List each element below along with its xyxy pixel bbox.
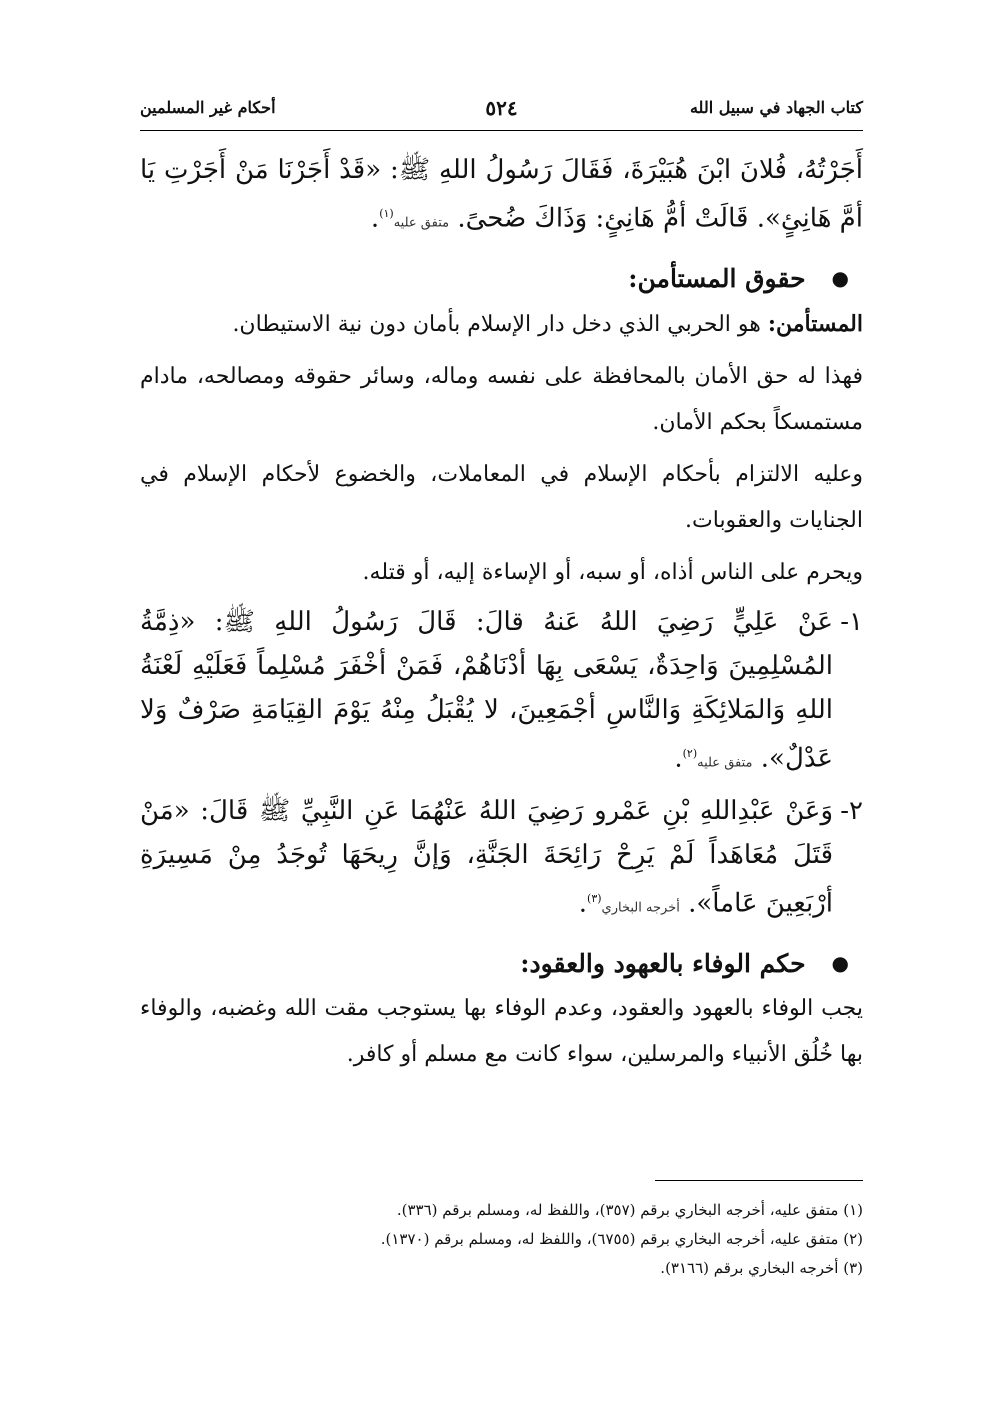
- book-title: كتاب الجهاد في سبيل الله: [689, 98, 863, 117]
- footnote-marker-1: (١): [379, 207, 394, 220]
- footnote-divider: [655, 1180, 863, 1181]
- hadith-2-number: ٢-: [840, 796, 863, 827]
- hadith-1-text: عَنْ عَلِيٍّ رَضِيَ اللهُ عَنهُ قالَ: قَالَ رَسُولُ اللهِ ﷺ: «ذِمَّةُ المُسْلِمِينَ وَاحِدَةٌ، يَسْعَى بِهَا أدْنَاهُمْ، فَمَنْ أخْفَرَ مُسْلِماً فَعَلَيْهِ لَعْنَةُ اللهِ وَالمَلائِكَةِ وَالنَّاسِ أجْمَعِينَ، لا يُقْبَلُ مِنْهُ يَوْمَ القِيَامَةِ صَرْفٌ وَلا عَدْلٌ».: [140, 606, 833, 774]
- section-heading-text: حقوق المستأمن:: [628, 263, 806, 293]
- hadith-1-number: ١-: [840, 606, 863, 637]
- paragraph-1: فهذا له حق الأمان بالمحافظة على نفسه وماله، وسائر حقوقه ومصالحه، مادام مستمسكاً بحكم الأمان.: [140, 363, 863, 435]
- section-heading-fulfilling-covenants: [140, 949, 863, 978]
- footnote-marker-3: (٣): [587, 892, 602, 906]
- definition-term: المستأمن:: [767, 310, 863, 337]
- paragraph-3: ويحرم على الناس أذاه، أو سبه، أو الإساءة إليه، أو قتله.: [362, 559, 863, 585]
- intro-quote: أَجَرْتُهُ، فُلانَ ابْنَ هُبَيْرَةَ، فَقَالَ رَسُولُ اللهِ ﷺ: «قَدْ أَجَرْنَا مَنْ أَجَرْتِ يَا أمَّ هَانِئٍ». قَالَتْ أمُّ هَانِئٍ: وَذَاكَ ضُحىً. متفق عليه$^{(١)}$.: [140, 155, 863, 234]
- main-text: [140, 148, 863, 1078]
- footnote-2: (٢) متفق عليه، أخرجه البخاري برقم (٦٧٥٥)، واللفظ له، ومسلم برقم (١٣٧٠).: [380, 1230, 863, 1248]
- footnotes: [140, 1196, 863, 1283]
- hadith-1-reference: متفق عليه: [697, 755, 753, 771]
- paragraph-4: يجب الوفاء بالعهود والعقود، وعدم الوفاء بها يستوجب مقت الله وغضبه، والوفاء بها خُلُق الأنبياء والمرسلين، سواء كانت مع مسلم أو كافر.: [140, 995, 863, 1067]
- footnote-1: (١) متفق عليه، أخرجه البخاري برقم (٣٥٧)، واللفظ له، ومسلم برقم (٣٣٦).: [396, 1201, 863, 1219]
- section-heading-mustamin-rights: [140, 264, 863, 293]
- hadith-2-text: وَعَنْ عَبْدِاللهِ بْنِ عَمْرو رَضِيَ اللهُ عَنْهُمَا عَنِ النَّبِيِّ ﷺ قَالَ: «مَنْ قَتَلَ مُعَاهَداً لَمْ يَرِحْ رَائِحَةَ الجَنَّةِ، وَإنَّ رِيحَهَا تُوجَدُ مِنْ مَسِيرَةِ أرْبَعِينَ عَاماً».: [140, 796, 833, 919]
- chapter-title: أحكام غير المسلمين: [140, 98, 276, 117]
- footnote-marker-2: (٢): [682, 746, 698, 760]
- hadith-2-body: وَعَنْ عَبْدِاللهِ بْنِ عَمْرو رَضِيَ اللهُ عَنْهُمَا عَنِ النَّبِيِّ ﷺ قَالَ: «مَنْ قَتَلَ مُعَاهَداً لَمْ يَرِحْ رَائِحَةَ الجَنَّةِ، وَإنَّ رِيحَهَا تُوجَدُ مِنْ مَسِيرَةِ أرْبَعِينَ عَاماً». أخرجه البخاري$^{(٣)}$.: [140, 796, 833, 919]
- intro-reference: متفق عليه: [393, 215, 450, 231]
- intro-quote-text: أَجَرْتُهُ، فُلانَ ابْنَ هُبَيْرَةَ، فَقَالَ رَسُولُ اللهِ ﷺ: «قَدْ أَجَرْنَا مَنْ أَجَرْتِ يَا أمَّ هَانِئٍ». قَالَتْ أمُّ هَانِئٍ: وَذَاكَ ضُحىً.: [140, 155, 863, 234]
- header-divider: [140, 130, 863, 131]
- definition-paragraph: [140, 301, 863, 348]
- footnote-3: (٣) أخرجه البخاري برقم (٣١٦٦).: [660, 1259, 863, 1277]
- hadith-2: [140, 789, 863, 931]
- hadith-2-reference: أخرجه البخاري: [601, 900, 680, 916]
- bullet-icon: ●: [831, 266, 849, 291]
- page-number: ٥٢٤: [485, 96, 518, 120]
- hadith-1-body: عَنْ عَلِيٍّ رَضِيَ اللهُ عَنهُ قالَ: قَالَ رَسُولُ اللهِ ﷺ: «ذِمَّةُ المُسْلِمِينَ وَاحِدَةٌ، يَسْعَى بِهَا أدْنَاهُمْ، فَمَنْ أخْفَرَ مُسْلِماً فَعَلَيْهِ لَعْنَةُ اللهِ وَالمَلائِكَةِ وَالنَّاسِ أجْمَعِينَ، لا يُقْبَلُ مِنْهُ يَوْمَ القِيَامَةِ صَرْفٌ وَلا عَدْلٌ». متفق عليه$^{(٢)}$.: [140, 606, 833, 774]
- definition-text: هو الحربي الذي دخل دار الإسلام بأمان دون نية الاستيطان.: [232, 311, 768, 337]
- hadith-1: [140, 600, 863, 786]
- section-heading-text: حكم الوفاء بالعهود والعقود:: [520, 948, 806, 978]
- paragraph-2: وعليه الالتزام بأحكام الإسلام في المعاملات، والخضوع لأحكام الإسلام في الجنايات والعقوبات.: [140, 461, 863, 533]
- page-header: [140, 98, 863, 124]
- bullet-icon: ●: [831, 951, 849, 976]
